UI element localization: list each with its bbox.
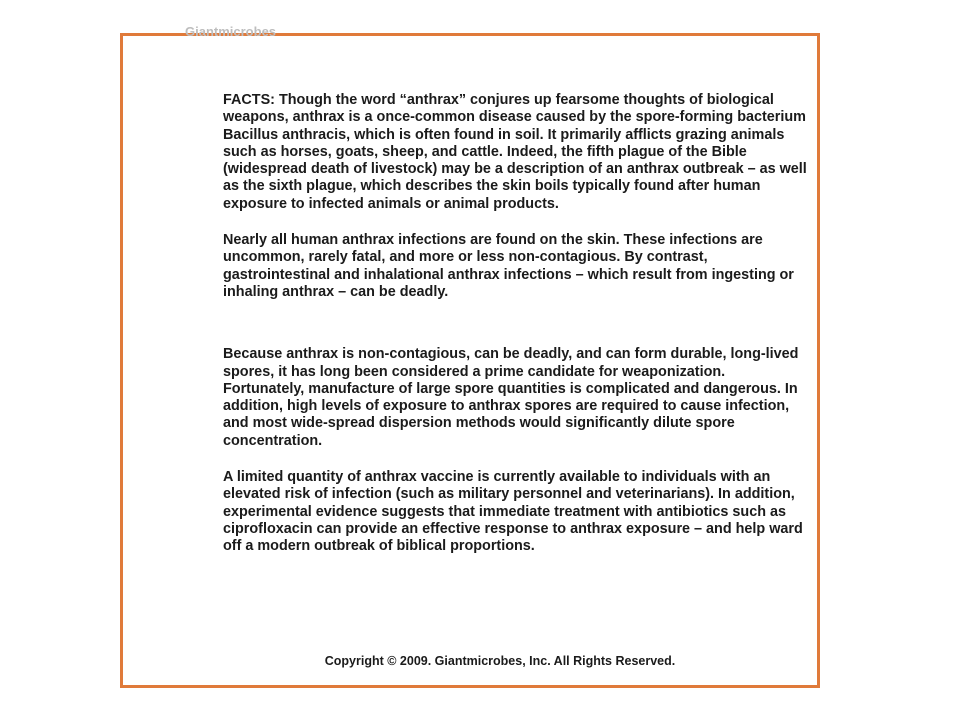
paragraph-facts: FACTS: Though the word “anthrax” conjures up fearsome thoughts of biological weapons, anthrax is a once-common disease caused by the spore-forming bacterium Bacillus anthracis, which is often found in soil. It primarily afflicts grazing animals such as horses, goats, sheep, and cattle. Indeed, the fifth plague of the Bible (widespread death of livestock) may be a description of an anthrax outbreak – as well as the sixth plague, which describes the skin boils typically found after human exposure to infected animals or animal products. bbox=[223, 92, 807, 212]
fact-card bbox=[120, 24, 820, 688]
header-fragment: Giantmicrobes bbox=[185, 24, 277, 39]
copyright-notice: Copyright © 2009. Giantmicrobes, Inc. All Rights Reserved. bbox=[324, 654, 676, 668]
fact-text bbox=[223, 92, 808, 556]
paragraph-vaccine: A limited quantity of anthrax vaccine is currently available to individuals with an elevated risk of infection (such as military personnel and veterinarians). In addition, experimental evidence suggests that immediate treatment with antibiotics such as ciprofloxacin can provide an effective response to anthrax exposure – and help ward off a modern outbreak of biblical proportions. bbox=[223, 469, 803, 555]
paragraph-skin-infections: Nearly all human anthrax infections are found on the skin. These infections are uncommon, rarely fatal, and more or less non-contagious. By contrast, gastrointestinal and inhalational anthrax infections – which result from ingesting or inhaling anthrax – can be deadly. bbox=[223, 232, 794, 300]
paragraph-weaponization: Because anthrax is non-contagious, can be deadly, and can form durable, long-lived spores, it has long been considered a prime candidate for weaponization. Fortunately, manufacture of large spore quantities is complicated and dangerous. In addition, high levels of exposure to anthrax spores are required to cause infection, and most wide-spread dispersion methods would significantly dilute spore concentration. bbox=[223, 346, 799, 449]
